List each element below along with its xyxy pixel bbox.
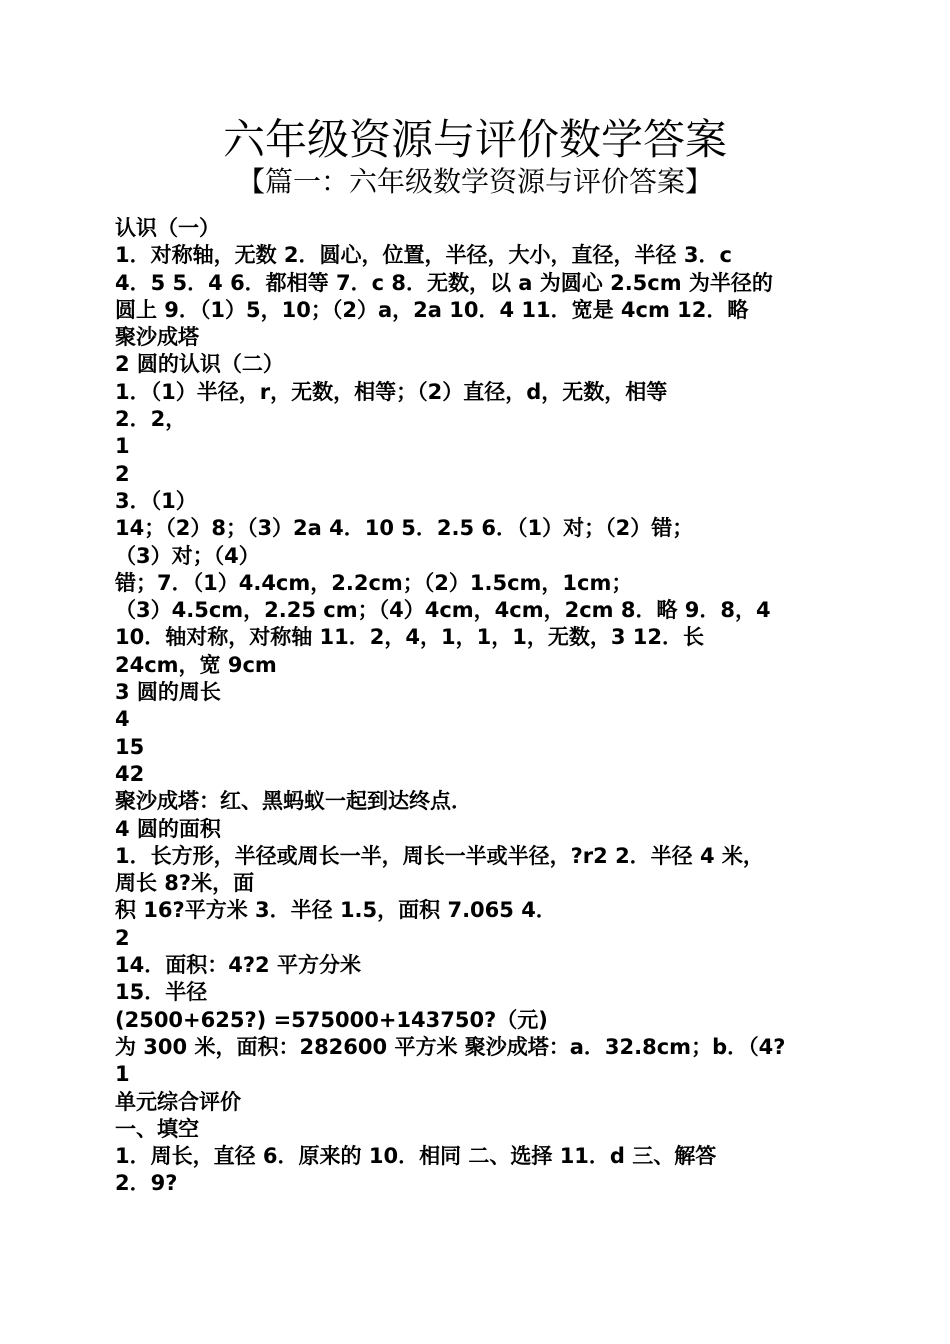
answer-line: 2 — [115, 925, 130, 950]
document-title: 六年级资源与评价数学答案 — [222, 115, 727, 164]
answer-line: 10．轴对称，对称轴 11．2，4，1，1，1，无数，3 12．长 — [115, 625, 704, 650]
answer-line: （3）4.5cm，2.25 cm；（4）4cm，4cm，2cm 8．略 9．8，4 — [115, 598, 771, 623]
answer-line: 14；（2）8；（3）2a 4．10 5．2.5 6．（1）对；（2）错； — [115, 516, 694, 541]
answer-line: 1．长方形，半径或周长一半，周长一半或半径，?r2 2．半径 4 米， — [115, 843, 764, 868]
answer-line: 4 — [115, 707, 130, 732]
answer-line: 2．9? — [115, 1171, 178, 1196]
answer-line: 14．面积：4?2 平方分米 — [115, 953, 361, 978]
answer-line: （3）对；（4） — [115, 543, 260, 568]
answer-line: 聚沙成塔：红、黑蚂蚁一起到达终点． — [115, 789, 472, 814]
answer-line: 4．5 5．4 6．都相等 7．c 8．无数，以 a 为圆心 2.5cm 为半径的 — [115, 270, 773, 295]
answer-line: 24cm，宽 9cm — [115, 652, 277, 677]
answer-line: 为 300 米，面积：282600 平方米 聚沙成塔：a．32.8cm；b．（4? — [115, 1034, 786, 1059]
answer-line: 单元综合评价 — [115, 1089, 241, 1114]
answer-line: 3．（1） — [115, 488, 197, 513]
answer-line: 一、填空 — [115, 1116, 199, 1141]
answer-line: 42 — [115, 761, 145, 786]
answer-line: (2500+625?) =575000+143750?（元) — [115, 1007, 548, 1032]
answer-line: 4 圆的面积 — [115, 816, 221, 841]
answer-line: 聚沙成塔 — [115, 325, 199, 350]
answer-line: 周长 8?米，面 — [115, 871, 255, 896]
answer-line: 2 — [115, 461, 130, 486]
answer-line: 2 圆的认识（二） — [115, 352, 284, 377]
answer-line: 积 16?平方米 3．半径 1.5，面积 7.065 4． — [115, 898, 557, 923]
answer-line: 15．半径 — [115, 980, 208, 1005]
answer-line: 2．2， — [115, 407, 187, 432]
answer-line: 1．对称轴，无数 2．圆心，位置，半径，大小，直径，半径 3．c — [115, 243, 732, 268]
answer-line: 认识（一） — [115, 216, 220, 240]
answer-line: 1 — [115, 1062, 130, 1087]
document-subtitle: 【篇一：六年级数学资源与评价答案】 — [236, 165, 713, 198]
answer-line: 错；7．（1）4.4cm，2.2cm；（2）1.5cm，1cm； — [115, 570, 633, 595]
answer-text-block — [115, 215, 875, 1198]
answer-line: 3 圆的周长 — [115, 680, 221, 705]
answer-line: 1 — [115, 434, 130, 459]
answer-line: 1．（1）半径，r，无数，相等；（2）直径，d，无数，相等 — [115, 379, 668, 404]
answer-line: 15 — [115, 734, 145, 759]
answer-line: 1．周长，直径 6．原来的 10．相同 二、选择 11．d 三、解答 — [115, 1144, 717, 1169]
answer-line: 圆上 9．（1）5，10；（2）a，2a 10．4 11．宽是 4cm 12．略 — [115, 297, 749, 322]
